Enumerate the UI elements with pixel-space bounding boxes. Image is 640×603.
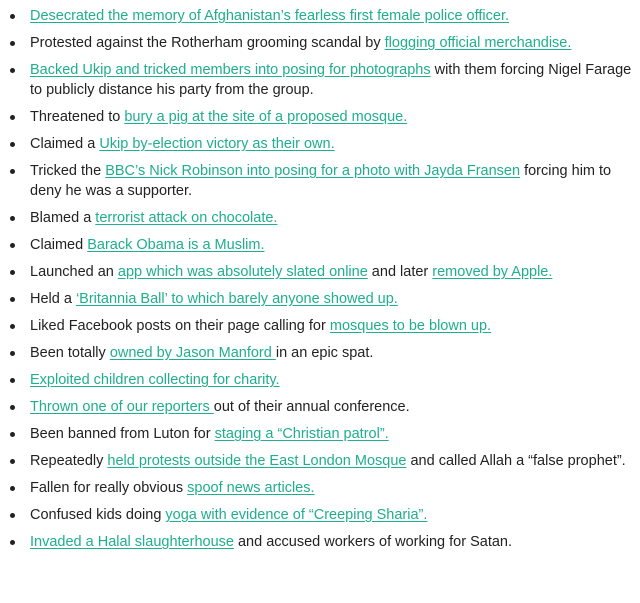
list-item-text: Liked Facebook posts on their page calling for <box>30 318 330 334</box>
list-item-text: Fallen for really obvious <box>30 480 188 496</box>
list-item-text: Claimed a <box>30 136 100 152</box>
list-item <box>0 208 640 228</box>
bullet-icon <box>10 378 15 383</box>
article-link[interactable]: mosques to be blown up. <box>329 318 492 334</box>
bullet-icon <box>10 169 15 174</box>
bullet-icon <box>10 270 15 275</box>
article-link[interactable]: owned by Jason Manford <box>109 345 276 361</box>
list-item <box>0 107 640 127</box>
article-link[interactable]: Barack Obama is a Muslim. <box>87 237 265 253</box>
bullet-icon <box>10 14 15 19</box>
list-item-text: and later <box>367 264 433 280</box>
bullet-icon <box>10 68 15 73</box>
article-link[interactable]: Thrown one of our reporters <box>30 399 214 415</box>
list-item-text: and called Allah a “false prophet”. <box>406 453 626 469</box>
article-link[interactable]: Exploited children collecting for charity. <box>30 372 280 388</box>
list-item-text: forcing him to deny he was a supporter. <box>30 163 612 199</box>
list-item-text: Blamed a <box>30 210 96 226</box>
list-item <box>0 532 640 552</box>
article-link[interactable]: yoga with evidence of “Creeping Sharia”. <box>165 507 428 523</box>
article-link[interactable]: Backed Ukip and tricked members into posing for photographs <box>30 62 431 78</box>
list-item-text: in an epic spat. <box>275 345 374 361</box>
list-item <box>0 478 640 498</box>
article-link[interactable]: spoof news articles. <box>187 480 315 496</box>
list-item-text: and accused workers of working for Satan. <box>233 534 513 550</box>
bullet-icon <box>10 459 15 464</box>
list-item-text: Protested against the Rotherham grooming scandal by <box>30 35 385 51</box>
article-link[interactable]: terrorist attack on chocolate. <box>95 210 278 226</box>
bullet-icon <box>10 486 15 491</box>
bullet-icon <box>10 297 15 302</box>
article-link[interactable]: flogging official merchandise. <box>384 35 572 51</box>
bullet-icon <box>10 41 15 46</box>
article-link[interactable]: bury a pig at the site of a proposed mosque. <box>124 109 408 125</box>
bullet-icon <box>10 243 15 248</box>
list-item <box>0 235 640 255</box>
bullet-icon <box>10 351 15 356</box>
list-item-text: Threatened to <box>30 109 125 125</box>
list-item <box>0 370 640 390</box>
article-link[interactable]: app which was absolutely slated online <box>117 264 368 280</box>
list-item-text: Confused kids doing <box>30 507 166 523</box>
article-link[interactable]: ‘Britannia Ball’ to which barely anyone showed up. <box>75 291 398 307</box>
list-item <box>0 262 640 282</box>
article-link[interactable]: staging a “Christian patrol”. <box>214 426 389 442</box>
list-item <box>0 161 640 201</box>
list-item <box>0 424 640 444</box>
list-item <box>0 6 640 26</box>
list-item-text: with them forcing Nigel Farage to publicly distance his party from the group. <box>30 62 632 98</box>
bullet-icon <box>10 405 15 410</box>
list-item-text: Repeatedly <box>30 453 108 469</box>
bullet-icon <box>10 115 15 120</box>
article-link[interactable]: Invaded a Halal slaughterhouse <box>30 534 234 550</box>
list-item <box>0 33 640 53</box>
article-link[interactable]: held protests outside the East London Mosque <box>107 453 407 469</box>
bullet-icon <box>10 142 15 147</box>
list-item <box>0 505 640 525</box>
article-link[interactable]: Ukip by-election victory as their own. <box>99 136 335 152</box>
list-item <box>0 60 640 100</box>
list-item-text: out of their annual conference. <box>213 399 410 415</box>
list-item <box>0 289 640 309</box>
list-item <box>0 134 640 154</box>
article-link[interactable]: removed by Apple. <box>432 264 553 280</box>
list-item <box>0 343 640 363</box>
list-item <box>0 397 640 417</box>
list-item-text: Launched an <box>30 264 118 280</box>
bullet-icon <box>10 513 15 518</box>
article-link[interactable]: BBC’s Nick Robinson into posing for a photo with Jayda Fransen <box>105 163 521 179</box>
bullet-icon <box>10 432 15 437</box>
article-link[interactable]: Desecrated the memory of Afghanistan’s fearless first female police officer. <box>30 8 510 24</box>
bullet-icon <box>10 540 15 545</box>
bullet-icon <box>10 216 15 221</box>
list-item <box>0 316 640 336</box>
list-item-text: Held a <box>30 291 76 307</box>
bullet-icon <box>10 324 15 329</box>
list-item <box>0 451 640 471</box>
list-item-text: Tricked the <box>30 163 106 179</box>
list-item-text: Been totally <box>30 345 110 361</box>
list-item-text: Been banned from Luton for <box>30 426 215 442</box>
list-item-text: Claimed <box>30 237 88 253</box>
